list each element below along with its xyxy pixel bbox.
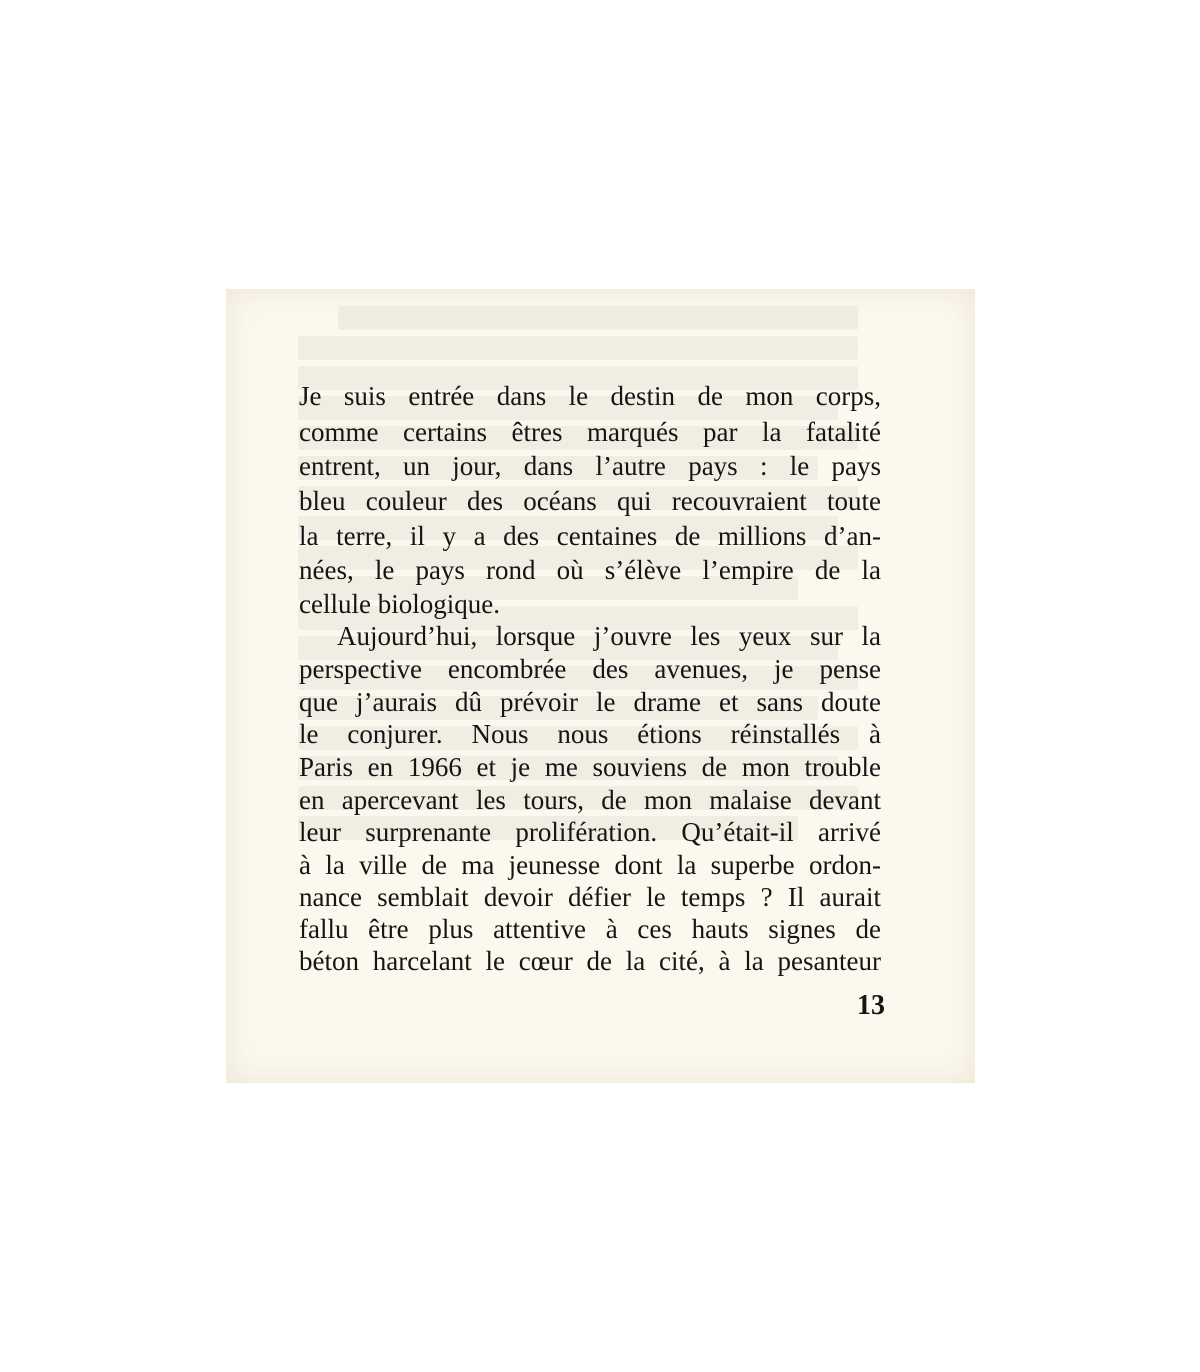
text-line: à la ville de ma jeunesse dont la superbe ordon- <box>299 850 881 880</box>
page-number: 13 <box>857 990 885 1021</box>
text-line: comme certains êtres marqués par la fatalité <box>299 417 881 447</box>
text-line: en apercevant les tours, de mon malaise devant <box>299 785 881 815</box>
text-line: fallu être plus attentive à ces hauts signes de <box>299 914 881 944</box>
text-line: Aujourd’hui, lorsque j’ouvre les yeux sur la <box>337 621 881 651</box>
text-line: que j’aurais dû prévoir le drame et sans doute <box>299 687 881 717</box>
text-line: Je suis entrée dans le destin de mon corps, <box>299 381 881 411</box>
text-line: la terre, il y a des centaines de millions d’an- <box>299 521 881 551</box>
text-line: perspective encombrée des avenues, je pense <box>299 654 881 684</box>
text-line: bleu couleur des océans qui recouvraient toute <box>299 486 881 516</box>
text-line: nées, le pays rond où s’élève l’empire de la <box>299 555 881 585</box>
text-line: cellule biologique. <box>299 589 500 619</box>
text-line: nance semblait devoir défier le temps ? Il aurait <box>299 882 881 912</box>
text-line: Paris en 1966 et je me souviens de mon trouble <box>299 752 881 782</box>
text-line: béton harcelant le cœur de la cité, à la pesanteur <box>299 946 881 976</box>
text-line: le conjurer. Nous nous étions réinstallés à <box>299 719 881 749</box>
text-line: entrent, un jour, dans l’autre pays : le pays <box>299 451 881 481</box>
text-line: leur surprenante prolifération. Qu’était-il arrivé <box>299 817 881 847</box>
